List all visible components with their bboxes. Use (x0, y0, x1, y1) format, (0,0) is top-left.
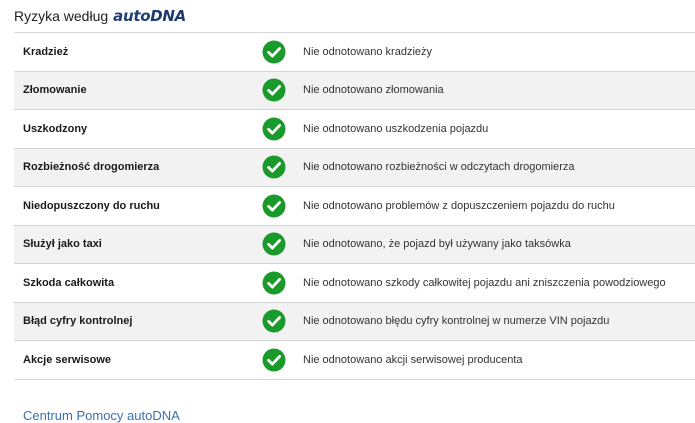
risk-status-text: Nie odnotowano problemów z dopuszczeniem pojazdu do ruchu (303, 199, 615, 212)
risk-row (14, 33, 695, 72)
risk-row (14, 303, 695, 342)
autodna-logo (113, 7, 186, 25)
risk-label: Uszkodzony (23, 122, 88, 135)
check-circle-icon (262, 117, 286, 141)
risk-row (14, 187, 695, 226)
section-title (14, 7, 186, 29)
risk-label: Niedopuszczony do ruchu (23, 199, 160, 212)
check-circle-icon (262, 348, 286, 372)
risk-row (14, 72, 695, 111)
risk-row (14, 341, 695, 380)
check-circle-icon (262, 309, 286, 333)
risk-row (14, 264, 695, 303)
risk-label: Służył jako taxi (23, 238, 102, 251)
risk-label: Rozbieżność drogomierza (23, 161, 160, 174)
check-circle-icon (262, 271, 286, 295)
risk-row (14, 149, 695, 188)
risk-row (14, 110, 695, 149)
risk-row (14, 226, 695, 265)
risk-label: Złomowanie (23, 84, 87, 97)
risk-table (14, 32, 695, 380)
risk-status-text: Nie odnotowano rozbieżności w odczytach drogomierza (303, 161, 575, 174)
risk-label: Błąd cyfry kontrolnej (23, 315, 133, 328)
risk-status-text: Nie odnotowano kradzieży (303, 45, 433, 58)
section-title-text: Ryzyka według (14, 8, 109, 24)
check-circle-icon (262, 232, 286, 256)
risk-label: Akcje serwisowe (23, 353, 112, 366)
risk-status-text: Nie odnotowano błędu cyfry kontrolnej w numerze VIN pojazdu (303, 315, 610, 328)
risk-status-text: Nie odnotowano akcji serwisowej producenta (303, 353, 523, 366)
autodna-logo-auto: auto (113, 7, 151, 25)
check-circle-icon (262, 155, 286, 179)
check-circle-icon (262, 40, 286, 64)
risk-status-text: Nie odnotowano szkody całkowitej pojazdu ani zniszczenia powodziowego (303, 276, 666, 289)
risk-status-text: Nie odnotowano złomowania (303, 84, 444, 97)
risk-status-text: Nie odnotowano, że pojazd był używany jako taksówka (303, 238, 571, 251)
risk-label: Kradzież (23, 45, 69, 58)
help-center-link[interactable]: Centrum Pomocy autoDNA (23, 408, 180, 423)
risk-label: Szkoda całkowita (23, 276, 115, 289)
autodna-logo-dna: DNA (150, 7, 186, 25)
check-circle-icon (262, 194, 286, 218)
check-circle-icon (262, 78, 286, 102)
risk-status-text: Nie odnotowano uszkodzenia pojazdu (303, 122, 489, 135)
